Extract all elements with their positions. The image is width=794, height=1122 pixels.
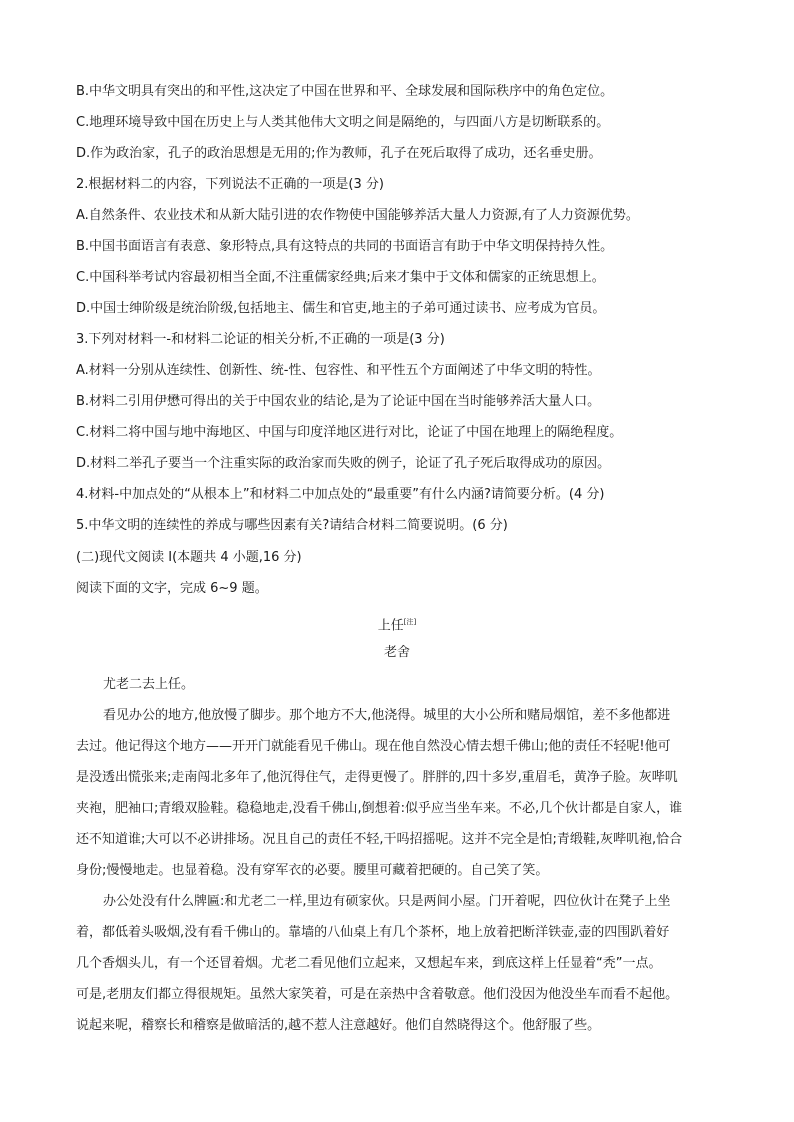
paragraph-2-line-6: 身份;慢慢地走。也显着稳。没有穿军衣的必要。腰里可藏着把硬的。自己笑了笑。 [76,863,549,878]
reading-instruction: 阅读下面的文字，完成 6~9 题。 [76,581,268,596]
paragraph-3-line-2: 着，都低着头吸烟,没有看千佛山的。靠墙的八仙桌上有几个茶杯，地上放着把断洋铁壶,壶的四围趴着好 [76,925,670,940]
option-b-q3: B.材料二引用伊懋可得出的关于中国农业的结论,是为了论证中国在当时能够养活大量人口。 [76,394,601,409]
paragraph-3-line-5: 说起来呢，稽察长和稽察是做暗活的,越不惹人注意越好。他们自然晓得这个。他舒服了些。 [76,1018,601,1033]
option-d-q3: D.材料二举孔子要当一个注重实际的政治家而失败的例子，论证了孔子死后取得成功的原因。 [76,456,611,471]
option-b-q2: B.中国书面语言有表意、象形特点,具有这特点的共同的书面语言有助于中华文明保持持久性。 [76,239,614,254]
option-d-q2: D.中国士绅阶级是统治阶级,包括地主、儒生和官吏,地主的子弟可通过读书、应考成为官员。 [76,301,606,316]
paragraph-2-line-4: 夹袍，肥袖口;青缎双脸鞋。稳稳地走,没看千佛山,倒想着:似乎应当坐车来。不必,几个伙计都是自家人，谁 [76,801,683,816]
option-c-q2: C.中国科举考试内容最初相当全面,不注重儒家经典;后来才集中于文体和儒家的正统思想上。 [76,270,605,285]
footnote-marker: [注] [403,618,417,626]
paragraph-1: 尤老二去上任。 [103,677,195,692]
option-a-q3: A.材料一分别从连续性、创新性、统-性、包容性、和平性五个方面阐述了中华文明的特性。 [76,363,601,378]
option-c-q3: C.材料二将中国与地中海地区、中国与印度洋地区进行对比，论证了中国在地理上的隔绝程度。 [76,425,623,440]
question-2: 2.根据材料二的内容，下列说法不正确的一项是(3 分) [76,177,384,192]
paragraph-2-line-2: 去过。他记得这个地方——开开门就能看见千佛山。现在他自然没心情去想千佛山;他的责任不轻呢!他可 [76,739,671,754]
paragraph-2-line-3: 是没透出慌张来;走南闯北多年了,他沉得住气，走得更慢了。胖胖的,四十多岁,重眉毛，黄净子脸。灰哔叽 [76,770,678,785]
paragraph-3-line-4: 可是,老朋友们都立得很规矩。虽然大家笑着，可是在亲热中含着敬意。他们没因为他没坐车而看不起他。 [76,987,679,1002]
paragraph-3-line-3: 几个香烟头儿，有一个还冒着烟。尤老二看见他们立起来，又想起车来，到底这样上任显着“秃”一点。 [76,956,662,971]
paragraph-2-line-1: 看见办公的地方,他放慢了脚步。那个地方不大,他浇得。城里的大小公所和赌局烟馆，差不多他都进 [103,708,671,723]
question-4: 4.材料-中加点处的“从根本上”和材料二中加点处的“最重要”有什么内涵?请简要分析。(4 分) [76,487,605,502]
section-heading: (二)现代文阅读 I(本题共 4 小题,16 分) [76,550,302,565]
question-5: 5.中华文明的连续性的养成与哪些因素有关?请结合材料二简要说明。(6 分) [76,518,508,533]
option-b-q1: B.中华文明具有突出的和平性,这决定了中国在世界和平、全球发展和国际秩序中的角色定位。 [76,84,614,99]
paragraph-3-line-1: 办公处没有什么牌匾:和尤老二一样,里边有硕家伙。只是两间小屋。门开着呢，四位伙计在凳子上坐 [103,894,671,909]
option-c-q1: C.地理环境导致中国在历史上与人类其他伟大文明之间是隔绝的，与四面八方是切断联系的。 [76,115,610,130]
story-author: 老舍 [383,645,410,660]
paragraph-2-line-5: 还不知道谁;大可以不必讲排场。况且自己的责任不轻,干吗招摇呢。这并不完全是怕;青缎鞋,灰哔叽袍,恰合 [76,832,683,847]
option-a-q2: A.自然条件、农业技术和从新大陆引进的农作物使中国能够养活大量人力资源,有了人力资源优势。 [76,208,639,223]
option-d-q1: D.作为政治家，孔子的政治思想是无用的;作为教师，孔子在死后取得了成功，还名垂史册。 [76,146,602,161]
story-title: 上任[注] [377,618,417,634]
question-3: 3.下列对材料一-和材料二论证的相关分析,不正确的一项是(3 分) [76,332,445,347]
